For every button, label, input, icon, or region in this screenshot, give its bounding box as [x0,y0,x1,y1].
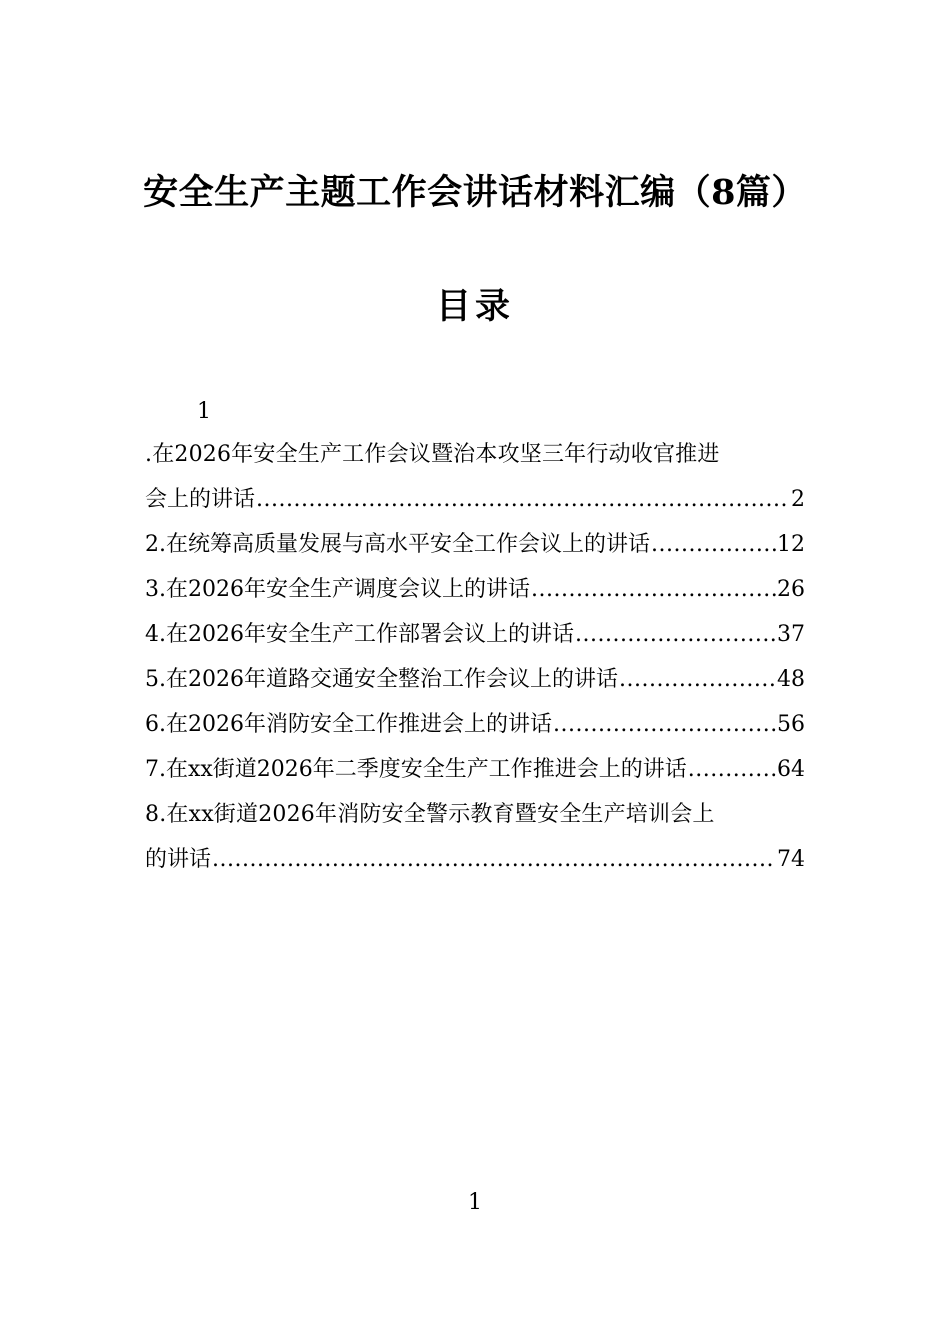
toc-leader-dots [688,747,776,792]
toc-entry-8-page: 74 [777,847,805,872]
toc-entry-2-text: 2.在统筹高质量发展与高水平安全工作会议上的讲话 [145,532,650,557]
document-title: 安全生产主题工作会讲话材料汇编（8篇） [143,172,807,213]
toc-leader-dots [619,657,776,702]
toc-leader-dots [531,567,776,612]
toc-entry-3-page: 26 [777,577,805,602]
toc-entry-5[interactable] [145,657,805,702]
toc-entry-8-first-line[interactable]: 8.在xx街道2026年消防安全警示教育暨安全生产培训会上 [145,802,715,827]
toc-heading: 目录 [435,286,514,327]
toc-entry-2[interactable] [145,522,805,567]
toc-leader-dots [212,837,776,882]
toc-entry-6-page: 56 [777,712,805,737]
toc-entry-4-text: 4.在2026年安全生产工作部署会议上的讲话 [145,622,574,647]
toc-entry-4[interactable] [145,612,805,657]
toc-entry-1-text: 会上的讲话 [145,487,256,512]
toc-entry-1-number: 1 [197,399,211,424]
toc-entry-3-text: 3.在2026年安全生产调度会议上的讲话 [145,577,530,602]
toc-leader-dots [553,702,776,747]
toc-entry-7-text: 7.在xx街道2026年二季度安全生产工作推进会上的讲话 [145,757,687,782]
toc-entry-8-text: 的讲话 [145,847,212,872]
toc-entry-2-page: 12 [777,532,805,557]
toc-entry-7[interactable] [145,747,805,792]
toc-entry-7-page: 64 [777,757,805,782]
toc-leader-dots [651,522,776,567]
toc-entry-6[interactable] [145,702,805,747]
toc-entry-6-text: 6.在2026年消防安全工作推进会上的讲话 [145,712,552,737]
page-number: 1 [468,1190,482,1215]
toc-entry-3[interactable] [145,567,805,612]
toc-entry-8[interactable] [145,837,805,882]
toc-entry-5-text: 5.在2026年道路交通安全整治工作会议上的讲话 [145,667,618,692]
toc-entry-1[interactable] [145,477,805,522]
toc-leader-dots [256,477,790,522]
toc-entry-4-page: 37 [777,622,805,647]
toc-entry-1-page: 2 [791,487,805,512]
toc-leader-dots [575,612,776,657]
toc-entry-5-page: 48 [777,667,805,692]
table-of-contents [145,392,805,882]
toc-entry-1-first-line[interactable]: .在2026年安全生产工作会议暨治本攻坚三年行动收官推进 [145,442,720,467]
